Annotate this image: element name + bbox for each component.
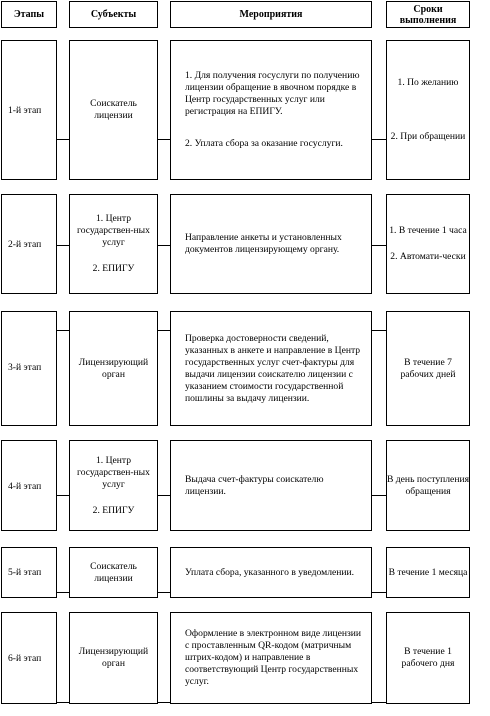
- deadline-text-2-2: 2. Автомати-чески: [390, 251, 466, 262]
- header-subjects: [69, 1, 158, 28]
- connector-6b: [157, 702, 171, 703]
- deadline-box-5: [386, 547, 470, 598]
- action-box-3: [170, 311, 372, 426]
- connector-6c: [371, 702, 387, 703]
- header-deadlines: [386, 1, 470, 28]
- deadline-text-2-1: 1. В течение 1 часа: [389, 225, 467, 236]
- stage-label-6: 6-й этап: [8, 653, 42, 664]
- action-text-1-1: 1. Для получения госуслуги по получению лицензии обращение в явочном порядке в Центр государственных услуг или регистрация на ЕПИГУ.: [185, 70, 360, 117]
- header-stages-label: Этапы: [13, 9, 45, 20]
- subject-text-6: Лицензирующий орган: [78, 646, 149, 669]
- deadline-box-3: [386, 311, 470, 426]
- connector-5a: [56, 592, 70, 593]
- action-box-4: [170, 440, 372, 531]
- action-text-1-2: 2. Уплата сбора за оказание госуслуги.: [185, 138, 343, 149]
- subject-text-2-1: 1. Центр государствен-ных услуг: [77, 213, 150, 248]
- stage-label-2: 2-й этап: [8, 239, 42, 250]
- subject-text-4-1: 1. Центр государствен-ных услуг: [77, 454, 150, 490]
- deadline-text-4: В день поступления обращения: [387, 473, 469, 497]
- action-box-1: [170, 40, 372, 180]
- deadline-text-5: В течение 1 месяца: [388, 566, 468, 578]
- connector-3c: [371, 330, 387, 331]
- connector-3a: [56, 330, 70, 331]
- header-deadlines-label: Сроки выполнения: [399, 3, 457, 26]
- subject-box-1: [69, 40, 158, 180]
- connector-5b: [157, 592, 171, 593]
- connector-6a: [56, 702, 70, 703]
- action-text-6: Оформление в электронном виде лицензии с проставленным QR-кодом (матричным штрих-кодом) и направление в соответствующий Центр государственных услуг.: [185, 628, 362, 687]
- connector-1b: [157, 139, 171, 140]
- stage-label-1: 1-й этап: [8, 105, 42, 116]
- subject-text-1: Соискатель лицензии: [90, 98, 137, 121]
- action-text-2: Направление анкеты и установленных документов лицензирующему органу.: [185, 232, 342, 255]
- subject-box-5: [69, 547, 158, 598]
- connector-5c: [371, 592, 387, 593]
- connector-4c: [371, 495, 387, 496]
- action-text-5: Уплата сбора, указанного в уведомлении.: [185, 566, 355, 578]
- subject-text-3: Лицензирующий орган: [78, 356, 149, 380]
- stage-label-5: 5-й этап: [8, 567, 42, 578]
- header-subjects-label: Субъекты: [90, 9, 137, 20]
- subject-box-2: [69, 194, 158, 294]
- deadline-box-4: [386, 440, 470, 531]
- connector-1a: [56, 139, 70, 140]
- deadline-box-1: [386, 40, 470, 180]
- action-box-6: [170, 612, 372, 704]
- connector-2b: [157, 245, 171, 246]
- deadline-text-1-2: 2. При обращении: [390, 131, 466, 142]
- stage-label-3: 3-й этап: [8, 362, 42, 373]
- action-text-4: Выдача счет-фактуры соискателю лицензии.: [185, 473, 324, 497]
- connector-1c: [371, 139, 387, 140]
- connector-3b: [157, 330, 171, 331]
- connector-2c: [371, 245, 387, 246]
- action-box-5: [170, 547, 372, 598]
- deadline-text-3: В течение 7 рабочих дней: [400, 356, 456, 380]
- header-stages: [1, 1, 57, 28]
- header-actions-label: Мероприятия: [239, 9, 303, 20]
- subject-box-4: [69, 440, 158, 531]
- deadline-text-1-1: 1. По желанию: [397, 77, 459, 88]
- action-box-2: [170, 194, 372, 294]
- deadline-box-6: [386, 612, 470, 704]
- deadline-box-2: [386, 194, 470, 294]
- subject-text-2-2: 2. ЕПИГУ: [92, 263, 135, 274]
- header-actions: [170, 1, 372, 28]
- subject-box-6: [69, 612, 158, 704]
- connector-4b: [157, 495, 171, 496]
- subject-text-5: Соискатель лицензии: [90, 560, 137, 584]
- subject-box-3: [69, 311, 158, 426]
- connector-2a: [56, 245, 70, 246]
- action-text-3: Проверка достоверности сведений, указанных в анкете и направление в Центр государственных услуг счет-фактуры для выдачи лицензии соискателю лицензии с указанием стоимости государственной пошлины за выдачу лицензии.: [185, 332, 361, 404]
- connector-4a: [56, 495, 70, 496]
- subject-text-4-2: 2. ЕПИГУ: [92, 504, 135, 516]
- deadline-text-6: В течение 1 рабочего дня: [401, 646, 455, 669]
- stage-label-4: 4-й этап: [8, 481, 42, 492]
